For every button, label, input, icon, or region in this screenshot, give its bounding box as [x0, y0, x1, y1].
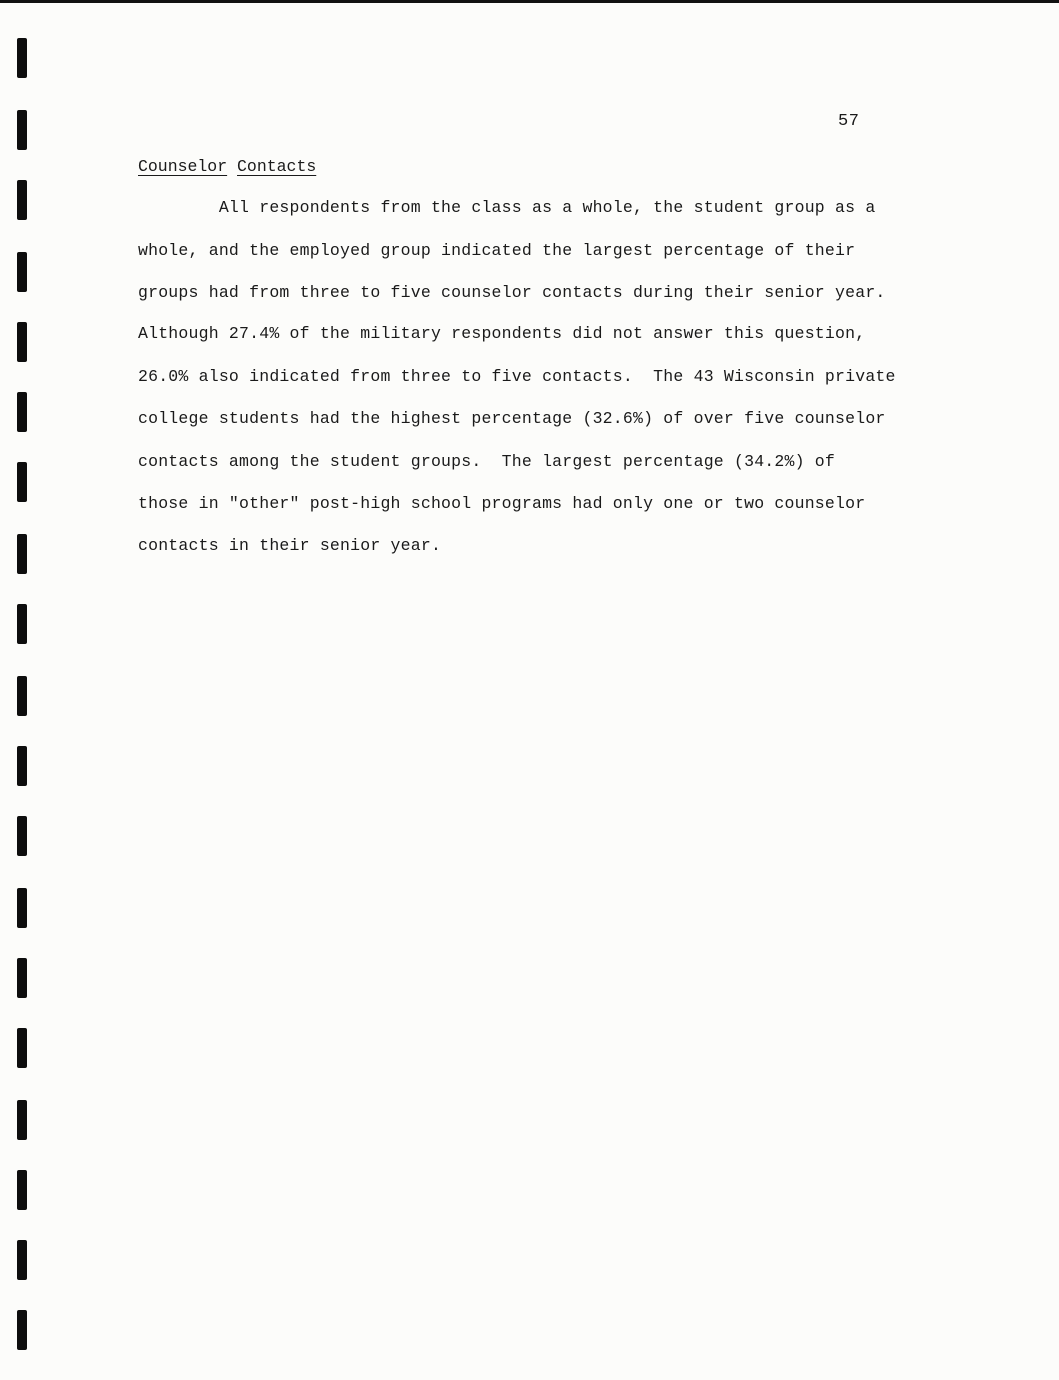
paragraph-line: whole, and the employed group indicated the largest percentage of their — [138, 241, 856, 260]
binding-hole — [17, 746, 27, 786]
binding-hole — [17, 676, 27, 716]
paragraph-line: All respondents from the class as a whole, the student group as a — [138, 198, 876, 217]
binding-hole — [17, 462, 27, 502]
binding-holes — [0, 0, 40, 1380]
binding-hole — [17, 110, 27, 150]
binding-hole — [17, 38, 27, 78]
binding-hole — [17, 1240, 27, 1280]
binding-hole — [17, 392, 27, 432]
paragraph-line: Although 27.4% of the military respondents did not answer this question, — [138, 324, 866, 343]
binding-hole — [17, 534, 27, 574]
paragraph-line: those in "other" post-high school programs had only one or two counselor — [138, 494, 866, 513]
binding-hole — [17, 958, 27, 998]
binding-hole — [17, 1170, 27, 1210]
binding-hole — [17, 604, 27, 644]
page-number: 57 — [838, 112, 860, 131]
binding-hole — [17, 1100, 27, 1140]
paragraph-line: groups had from three to five counselor contacts during their senior year. — [138, 283, 886, 302]
heading-word: Counselor — [138, 157, 228, 176]
binding-hole — [17, 888, 27, 928]
paragraph-line: contacts in their senior year. — [138, 536, 442, 555]
binding-hole — [17, 252, 27, 292]
binding-hole — [17, 322, 27, 362]
heading-word: Contacts — [237, 157, 317, 176]
binding-hole — [17, 1310, 27, 1350]
page-top-edge — [0, 0, 1059, 3]
paragraph-line: 26.0% also indicated from three to five contacts. The 43 Wisconsin private — [138, 367, 896, 386]
binding-hole — [17, 816, 27, 856]
paragraph-line: college students had the highest percentage (32.6%) of over five counselor — [138, 409, 886, 428]
paragraph-line: contacts among the student groups. The largest percentage (34.2%) of — [138, 452, 836, 471]
binding-hole — [17, 1028, 27, 1068]
section-heading — [138, 156, 316, 178]
binding-hole — [17, 180, 27, 220]
